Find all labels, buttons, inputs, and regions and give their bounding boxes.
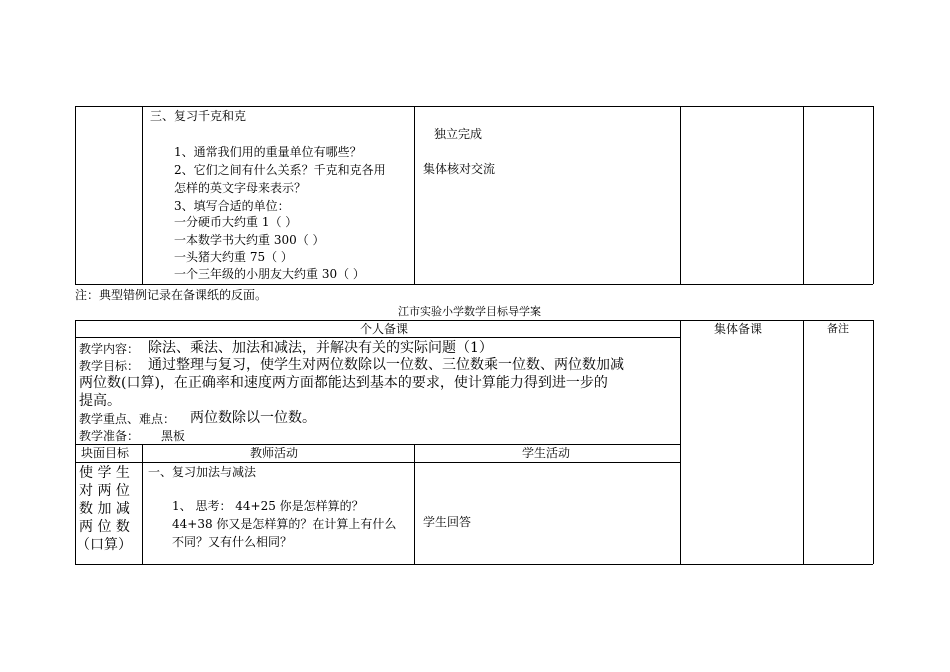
key-points-label: 教学重点、难点：	[79, 412, 176, 426]
question-line: 一分硬币大约重 1（ ）	[174, 215, 298, 229]
header-group: 集体备课	[714, 322, 763, 336]
key-points-value: 两位数除以一位数。	[190, 410, 316, 426]
block-goal-line: 使 学 生	[79, 465, 130, 481]
goal-line: 提高。	[79, 393, 121, 409]
col-block-goal: 块面目标	[81, 446, 130, 460]
header-personal: 个人备课	[360, 322, 409, 336]
col-teacher: 教师活动	[250, 446, 299, 460]
content-label: 教学内容：	[79, 342, 140, 356]
col-student: 学生活动	[522, 446, 571, 460]
document-title: 江市实验小学数学目标导学案	[398, 305, 541, 318]
goal-label: 教学目标：	[79, 359, 140, 373]
prep-value: 黑板	[161, 429, 186, 443]
question-line: 一个三年级的小朋友大约重 30（ ）	[174, 267, 365, 281]
student-activity: 集体核对交流	[423, 162, 496, 176]
question-line: 一头猪大约重 75（ ）	[174, 250, 293, 264]
question-line: 1、通常我们用的重量单位有哪些？	[174, 145, 362, 159]
section-title: 三、复习千克和克	[150, 109, 247, 123]
student-answer: 学生回答	[423, 515, 472, 529]
teacher-question: 44+38 你又是怎样算的？在计算上有什么	[172, 517, 397, 531]
teacher-question: 不同？又有什么相同？	[172, 535, 293, 549]
block-goal-line: 数 加 减	[79, 501, 130, 517]
block-goal-line: 两 位 数	[79, 519, 130, 535]
goal-line: 两位数(口算)，在正确率和速度两方面都能达到基本的要求，使计算能力得到进一步的	[79, 375, 608, 391]
block-goal-line: （口算）	[76, 537, 132, 553]
question-line: 一本数学书大约重 300（ ）	[174, 233, 325, 247]
question-line: 2、它们之间有什么关系？千克和克各用	[174, 163, 386, 177]
content-value: 除法、乘法、加法和减法，并解决有关的实际问题（1）	[148, 340, 493, 356]
goal-line: 通过整理与复习，使学生对两位数除以一位数、三位数乘一位数、两位数加减	[148, 357, 624, 373]
question-line: 怎样的英文字母来表示？	[174, 181, 307, 195]
prep-label: 教学准备：	[79, 429, 140, 443]
question-line: 3、填写合适的单位：	[174, 199, 290, 213]
student-activity: 独立完成	[434, 127, 483, 141]
footnote: 注：典型错例记录在备课纸的反面。	[75, 288, 268, 302]
block-goal-line: 对 两 位	[79, 483, 130, 499]
teacher-title: 一、复习加法与减法	[148, 465, 257, 479]
teacher-question: 1、 思考： 44+25 你是怎样算的？	[172, 499, 364, 513]
header-remarks: 备注	[827, 322, 849, 335]
